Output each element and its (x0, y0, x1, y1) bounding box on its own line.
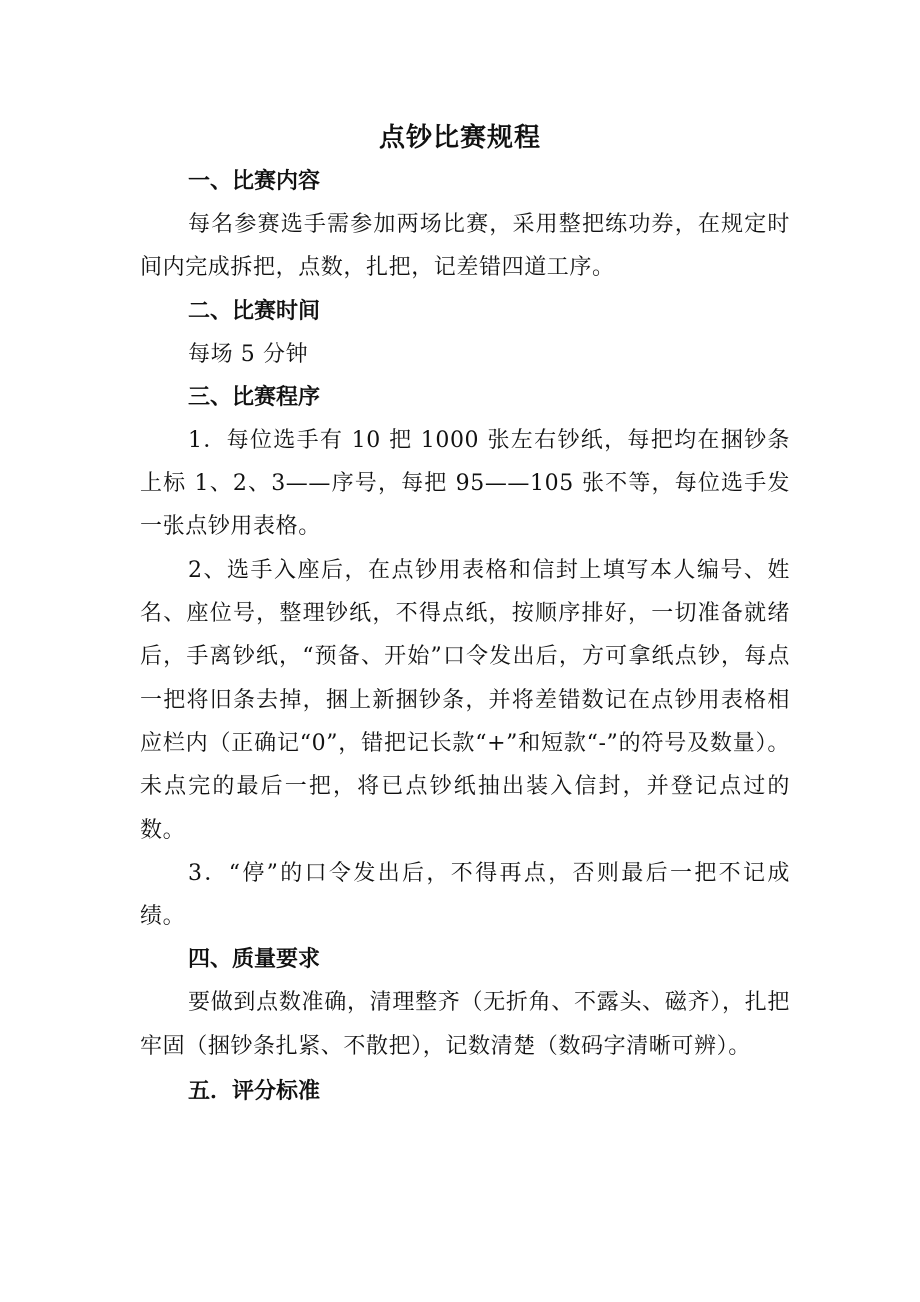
document-body (140, 160, 790, 1113)
section-heading-time: 二、比赛时间 (188, 298, 321, 324)
paragraph-quality: 要做到点数准确，清理整齐（无折角、不露头、磁齐），扎把牢固（捆钞条扎紧、不散把），记数清楚（数码字清晰可辨）。 (140, 990, 790, 1059)
section-heading-procedure: 三、比赛程序 (188, 384, 321, 410)
paragraph-content: 每名参赛选手需参加两场比赛，采用整把练功券，在规定时间内完成拆把，点数，扎把，记差错四道工序。 (140, 212, 790, 281)
paragraph-procedure-1: 1．每位选手有 10 把 1000 张左右钞纸，每把均在捆钞条上标 1、2、3——序号，每把 95——105 张不等，每位选手发一张点钞用表格。 (140, 427, 790, 540)
paragraph-time: 每场 5 分钟 (188, 341, 309, 367)
paragraph-procedure-2: 2、选手入座后，在点钞用表格和信封上填写本人编号、姓名、座位号，整理钞纸，不得点纸，按顺序排好，一切准备就绪后，手离钞纸，“预备、开始”口令发出后，方可拿纸点钞，每点一把将旧条去掉，捆上新捆钞条，并将差错数记在点钞用表格相应栏内（正确记“0”，错把记长款“+”和短款“-”的符号及数量）。未点完的最后一把，将已点钞纸抽出装入信封，并登记点过的数。 (140, 557, 790, 843)
paragraph-procedure-3: 3．“停”的口令发出后，不得再点，否则最后一把不记成绩。 (140, 860, 790, 930)
page-title: 点钞比赛规程 (378, 123, 541, 153)
section-heading-content: 一、比赛内容 (188, 169, 321, 194)
section-heading-quality: 四、质量要求 (188, 947, 321, 973)
section-heading-scoring: 五．评分标准 (188, 1079, 321, 1105)
